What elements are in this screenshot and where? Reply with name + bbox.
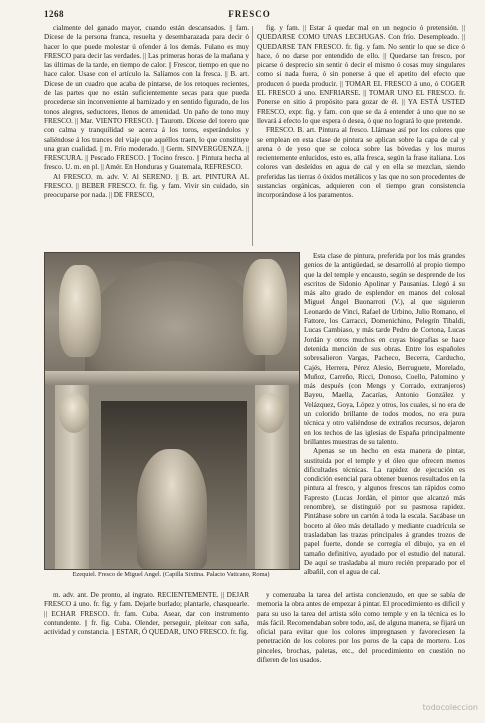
page-header xyxy=(44,9,455,23)
ignudo-figure-left xyxy=(59,265,101,357)
page-title: FRESCO xyxy=(228,9,271,19)
paragraph: m. adv. ant. De pronto, al ingrato. RECIENTEMENTE. || DEJAR FRESCO á uno. fr. fig. y fam. Dejarle burlado; plantarle, chasquearle. || ECHAR FRESCO. fr. fam. Cuba. Asear, dar con instrumento contundente. || fr. fig. Cuba. Olender, perseguir, pleitear con saña, actividad y constancia. || ESTAR, Ó QUEDAR, UNO FRESCO. fr. fig. xyxy=(44,591,249,637)
putto-figure xyxy=(255,393,285,433)
prophet-ezekiel-figure xyxy=(137,449,207,569)
paragraph: FRESCO. B. art. Pintura al fresco. Llámase así por los colores que se emplean en esta clase de pintura se aplican sobre la capa de cal y arena ó de yeso que se coloca sobre las bóvedas y los muros recientemente enlucidos, esto es, alla fresca, según la frase italiana. Los colores van desleídos en agua de cal y en ella se mezclan, siendo preferidas las tierras ó óxidos metálicos y las que no son procedentes de sustancias orgánicas, adquieren con el tiempo gran consistencia incorporándose á los paramentos. xyxy=(257,126,465,200)
paragraph: cialmente del ganado mayor, cuando están descansados. || fam. Dícese de la persona franca, resuelta y desembarazada para decir ó hacer lo que puede molestar ú ofender á los demás. Fulano es muy FRESCO para decir las verdades. || Las primeras horas de la mañana y las últimas de la tarde, en tiempo de calor. || Frescor, tiempo en que no hace calor. Usase con el artículo la. Salíamos con la fresca. || B. art. Dícese de un cuadro que acaba de pintarse, de los retoques recientes, de las partes que no están suficientemente secas para que pueda procederse sin inconveniente al barnizado y en sentido figurado, de los tonos alegres, seductores, llenos de amenidad. Un paño de tono muy FRESCO. || Mar. VIENTO FRESCO. || Taurom. Dícese del torero que con calma y tranquilidad se acerca á los toros, esperándolos y saliéndose á los trances del viaje que aquéllos traen, lo que constituye una gran cualidad. || m. Frío moderado. || Germ. SINVERGÜENZA. || FRESCURA. || Pescado FRESCO. || Tocino fresco. || Pintura hecha al fresco. U. m. en pl. || Amér. En Honduras y Guatemala, REFRESCO. xyxy=(44,24,249,172)
paragraph: Esta clase de pintura, preferida por los más grandes genios de la antigüedad, se desarrolló al propio tiempo que la del temple y encausto, según se desprende de los escritos de Sidonio Apolinar y Pausanias. Llegó á su más alto grado de esplendor en manos del colosal Miguel Ángel Buonarroti (V.), al que siguieron Leonardo de Vinci, Rafael de Urbino, Julio Romano, el Fattore, los Carracci, Domenichino, Pelegrín Tibaldi, Lucas Cambiaso, y más tarde Pedro de Cortona, Lucas Jordán y otros muchos en cuyas biografías se hace detenida mención de sus obras. Entre los españoles sobresalieron Vargas, Pacheco, Becerra, Carducho, Cajés, Herrera, Pérez Alesio, Berruguete, Morelado, Muñoz, Carreño, Ricci, Donoso, Coello, Palomino y más después (con Mengs y Corrado, extranjeros) Bayeu, Maella, Zacarías, Antonio González y Velázquez, Goya, López y otros, los cuales, si no era de un colorido brillante de todos modos, no era pura técnica y otro valiéndose de extraños recursos, dejaron en los techos de las iglesias de España principalmente brillantes muestras de su talento. xyxy=(304,252,465,446)
page-number: 1268 xyxy=(44,9,64,19)
watermark: todocoleccion xyxy=(422,703,478,712)
ignudo-figure-right xyxy=(243,259,287,355)
figure-caption: Ezequiel. Fresco de Miguel Angel. (Capilla Sixtina. Palacio Vaticano, Roma) xyxy=(72,571,270,578)
column-bottom-right xyxy=(257,591,465,705)
paragraph: Apenas se un hecho en esta manera de pintar, sustituida por el temple y el óleo que ofrecen menos dificultades técnicas. La rapidez de ejecución es condición esencial para obtener buenos resultados en la pintura al fresco, y algunos frescos tan rápidos como Fapresto (Lucas Jordán, el pintor que alcanzó más renombre), se distinguió por su pasmosa rapidez. Pintábase sobre un cartón á toda la escala. Sacábase un boceto al óleo más detallado y mediante cuadrícula se trasladaban las trazas principales á grandes trozos de papel fuerte, donde se corregía el dibujo, ya en el tamaño definitivo, ayudado por el estudio del natural. De aquí se trasladaba al muro recién preparado por el albañil, con el agua de cal. xyxy=(304,447,465,577)
cornice xyxy=(45,371,299,385)
paragraph: y comenzaba la tarea del artista concienzudo, en que se sabía de memoria la obra antes de empezar á pintar. El procedimiento es difícil y para su uso la tarea del artista sólo como temple y en la técnica es lo más fácil. Recomendaban sobre todo, así, de alguna manera, se fijará un oficial para evitar que los colores impregnasen y favoreciesen la penetración de los colores por los poros de la capa de mortero. Los pinceles, brochas, paletas, etc., del procedimiento en cuestión no difieren de los usados. xyxy=(257,591,465,665)
column-top-left xyxy=(44,24,249,250)
paragraph: fig. y fam. || Estar á quedar mal en un negocio ó pretensión. || QUEDARSE COMO UNAS LECHUGAS. Con frío. Desempleado. || QUEDARSE TAN FRESCO. fr. fig. y fam. No sentir lo que se dice ó hace, ó no darse por entendido de ello. || Quedarse tan fresco, por picarse ó desprecio sin sentir ó decir el mismo ó cosas muy singulares como si nada fuera, ó sin ponerse á que el apetito del efecto que producen ó pueda producir. || TOMAR EL FRESCO á uno, ó COGER EL FRESCO á uno. ENFRIARSE. || TOMAR UNO EL FRESCO. fr. Ponerse en sitio á propósito para gozar de él. || YA ESTÁ USTED FRESCO, expr. fig. y fam. con que se da á entender á uno que no se llevará á efecto lo que espera ó desea, ó que no logrará lo que pretende. xyxy=(257,24,465,125)
paragraph: Al FRESCO. m. adv. V. Al SERENO. || B. art. PINTURA AL FRESCO. || BEBER FRESCO. fr. fig. y fam. Vivir sin cuidado, sin preocuparse por nada. || DE FRESCO, xyxy=(44,172,249,200)
putto-figure xyxy=(59,393,89,433)
column-top-right xyxy=(257,24,465,250)
column-bottom-left xyxy=(44,591,249,705)
fresco-illustration xyxy=(44,252,300,570)
column-right-narrow xyxy=(304,252,465,577)
column-divider xyxy=(252,26,253,246)
